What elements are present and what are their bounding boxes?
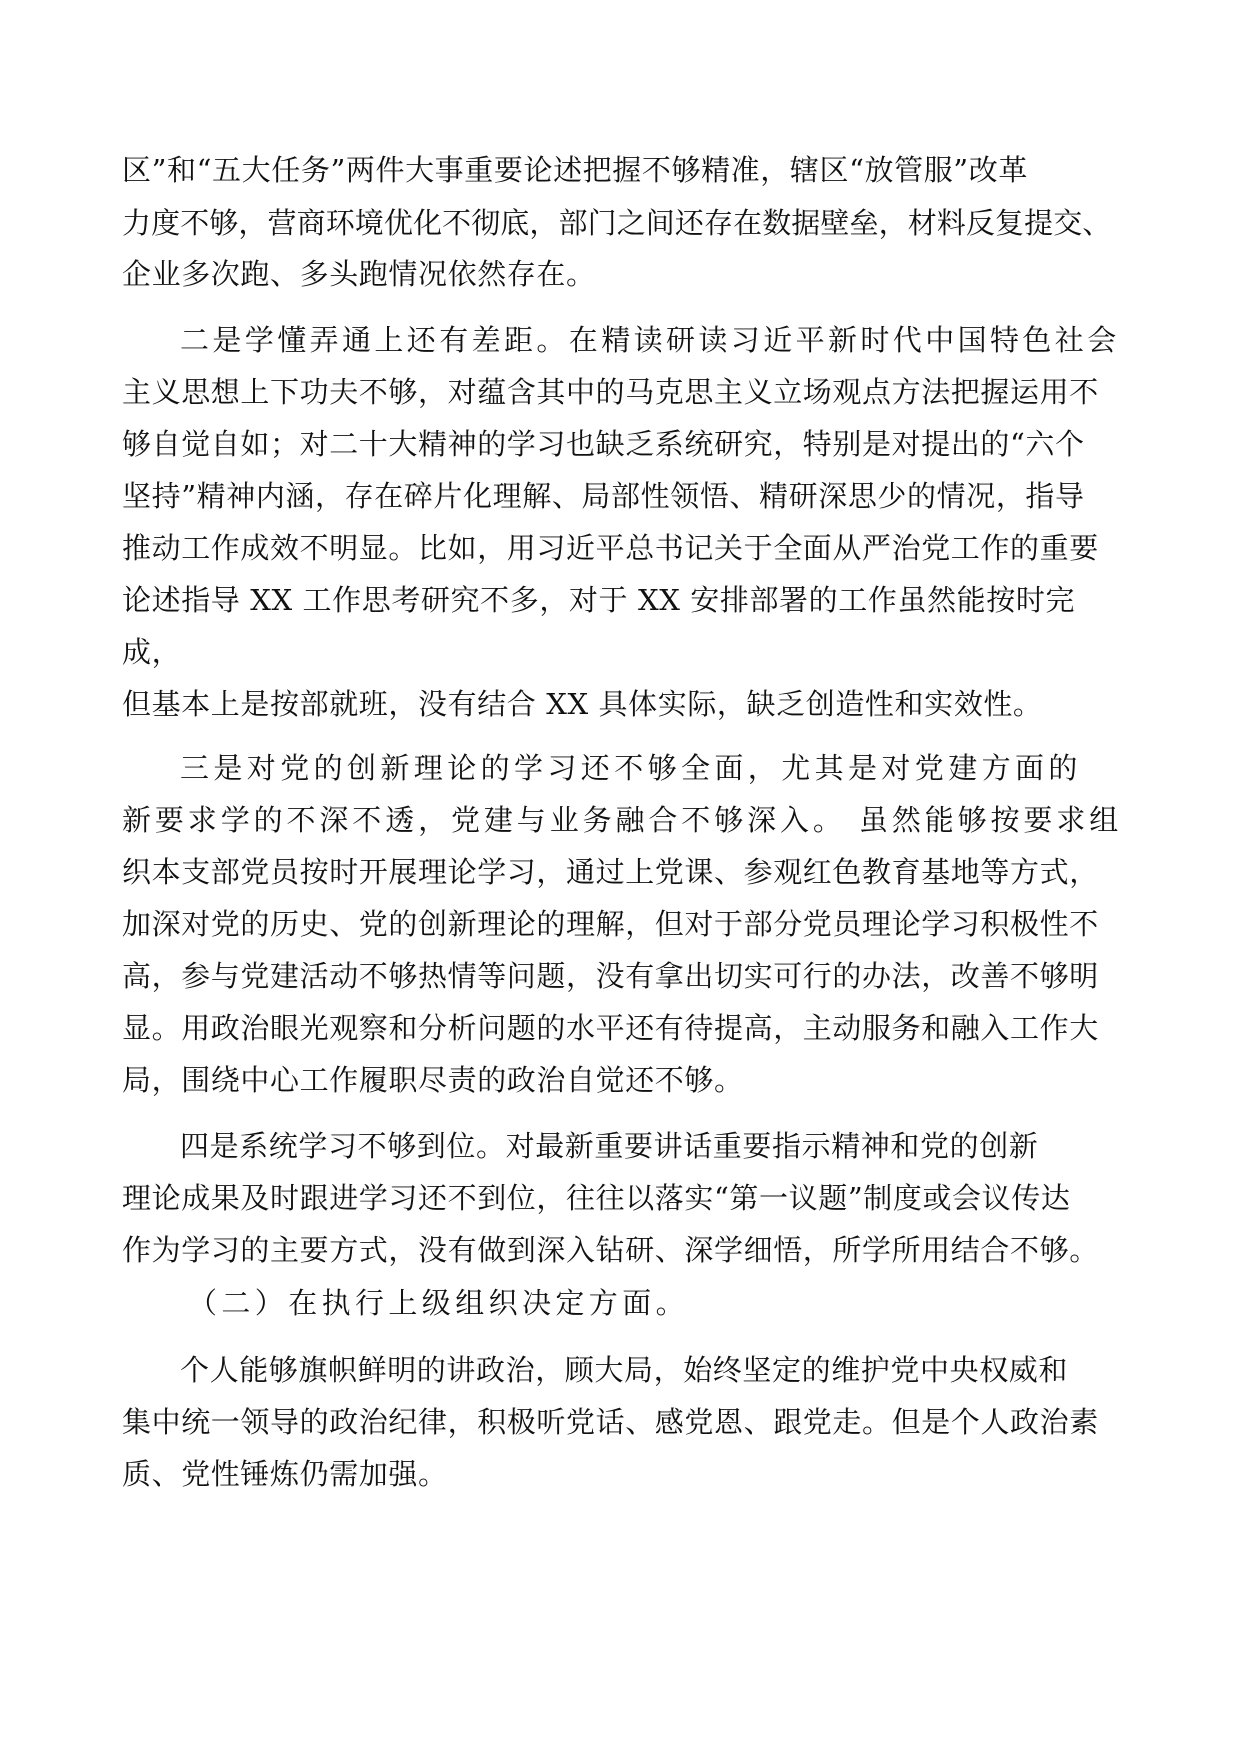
text-line: 作为学习的主要方式，没有做到深入钻研、深学细悟，所学所用结合不够。 <box>122 1233 1099 1267</box>
text-line: 区”和“五大任务”两件大事重要论述把握不够精准，辖区“放管服”改革 <box>122 153 1028 187</box>
text-line: 二是学懂弄通上还有差距。在精读研读习近平新时代中国特色社会 <box>180 323 1120 357</box>
text-line: 织本支部党员按时开展理论学习，通过上党课、参观红色教育基地等方式， <box>122 855 1099 889</box>
text-line: 个人能够旗帜鲜明的讲政治，顾大局，始终坚定的维护党中央权威和 <box>180 1353 1069 1387</box>
text-line: 加深对党的历史、党的创新理论的理解，但对于部分党员理论学习积极性不 <box>122 907 1099 941</box>
text-line: 论述指导 XX 工作思考研究不多，对于 XX 安排部署的工作虽然能按时完 <box>122 583 1076 617</box>
text-line: 理论成果及时跟进学习还不到位，往往以落实“第一议题”制度或会议传达 <box>122 1181 1071 1215</box>
text-line: 力度不够，营商环境优化不彻底，部门之间还存在数据壁垒，材料反复提交、 <box>122 206 1112 240</box>
text-line: 新要求学的不深不透，党建与业务融合不够深入。 虽然能够按要求组 <box>122 803 1123 837</box>
text-line: 但基本上是按部就班，没有结合 XX 具体实际，缺乏创造性和实效性。 <box>122 687 1043 721</box>
text-line: 够自觉自如；对二十大精神的学习也缺乏系统研究，特别是对提出的“六个 <box>122 427 1085 461</box>
text-line: 高，参与党建活动不够热情等问题，没有拿出切实可行的办法，改善不够明 <box>122 959 1099 993</box>
text-line: 推动工作成效不明显。比如，用习近平总书记关于全面从严治党工作的重要 <box>122 531 1099 565</box>
section-heading: （二）在执行上级组织决定方面。 <box>188 1286 690 1320</box>
text-line: 三是对党的创新理论的学习还不够全面，尤其是对党建方面的 <box>180 751 1082 785</box>
text-line: 四是系统学习不够到位。对最新重要讲话重要指示精神和党的创新 <box>180 1129 1039 1163</box>
text-line: 坚持”精神内涵，存在碎片化理解、局部性领悟、精研深思少的情况，指导 <box>122 479 1085 513</box>
text-line: 企业多次跑、多头跑情况依然存在。 <box>122 257 596 291</box>
text-line: 质、党性锤炼仍需加强。 <box>122 1457 448 1491</box>
text-line: 成， <box>122 635 182 669</box>
text-line: 局，围绕中心工作履职尽责的政治自觉还不够。 <box>122 1063 744 1097</box>
text-line: 主义思想上下功夫不够，对蕴含其中的马克思主义立场观点方法把握运用不 <box>122 375 1099 409</box>
text-line: 显。用政治眼光观察和分析问题的水平还有待提高，主动服务和融入工作大 <box>122 1011 1099 1045</box>
text-line: 集中统一领导的政治纪律，积极听党话、感党恩、跟党走。但是个人政治素 <box>122 1405 1099 1439</box>
